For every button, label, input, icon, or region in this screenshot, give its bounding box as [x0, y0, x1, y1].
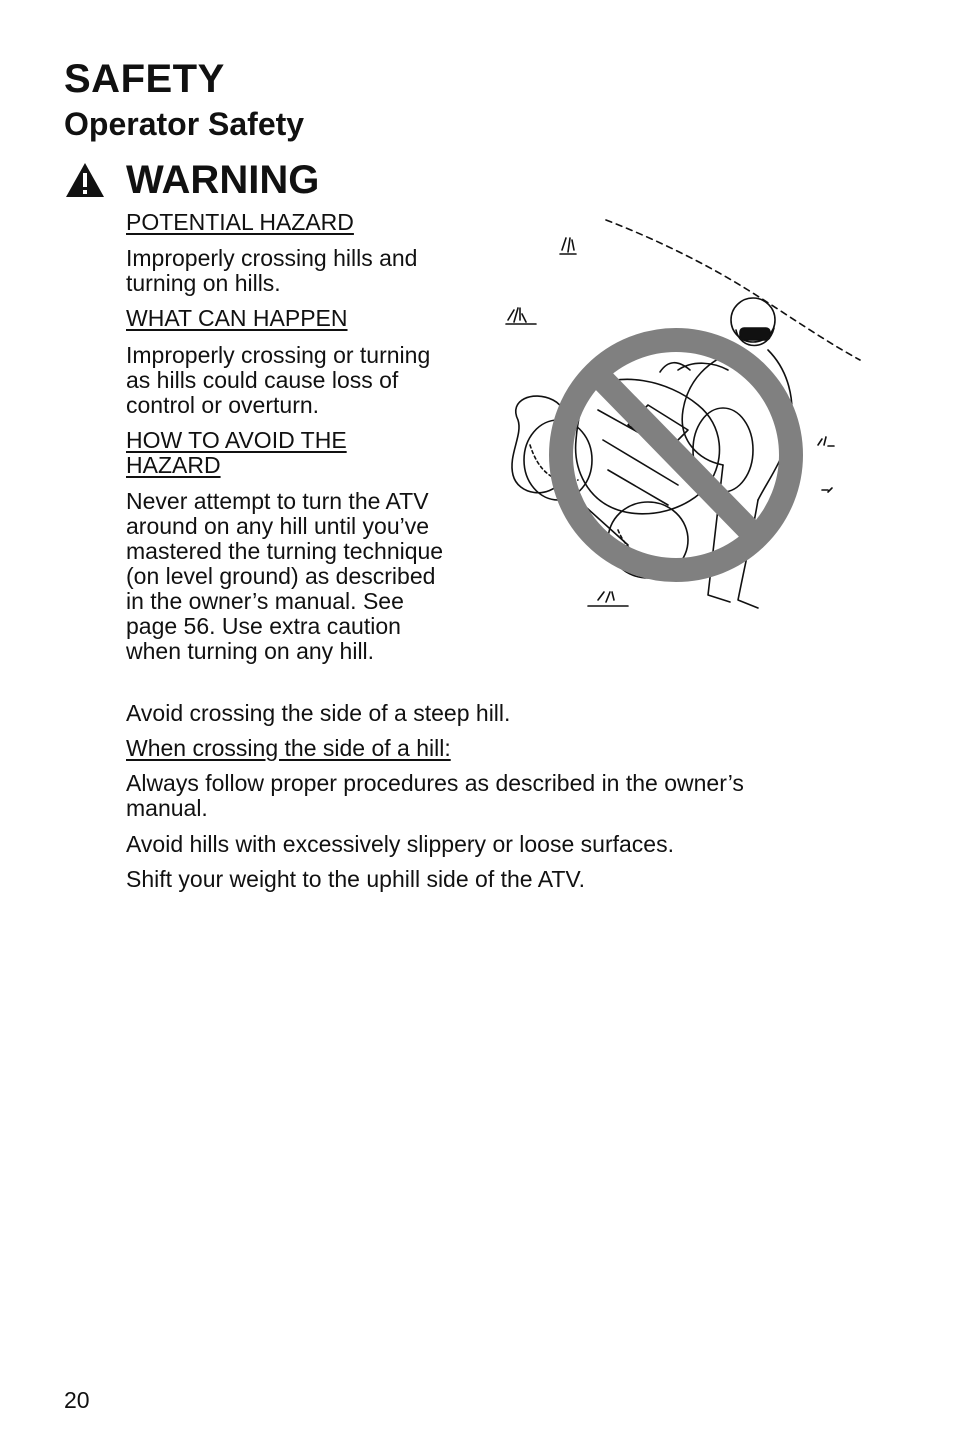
potential-hazard-heading: POTENTIAL HAZARD	[126, 209, 354, 235]
crossing-heading: When crossing the side of a hill:	[126, 735, 451, 761]
avoid-steep-text: Avoid crossing the side of a steep hill.	[126, 700, 511, 726]
what-can-happen-text: Improperly crossing or turning as hills could cause loss of control or overturn.	[126, 342, 431, 418]
warning-triangle-icon	[64, 161, 106, 199]
warning-heading	[64, 156, 319, 204]
shift-weight-text: Shift your weight to the uphill side of the ATV.	[126, 866, 586, 892]
warning-label: WARNING	[126, 158, 320, 202]
avoid-slippery-text: Avoid hills with excessively slippery or loose surfaces.	[126, 831, 674, 857]
how-to-avoid-text: Never attempt to turn the ATV around on any hill until you’ve mastered the turning technique (on level ground) as described in the owner’s manual. See page 56. Use extra caution when turning on any hill.	[126, 488, 444, 664]
what-can-happen-heading: WHAT CAN HAPPEN	[126, 305, 348, 331]
prohibited-atv-overturn-illustration	[478, 210, 868, 630]
follow-procedures-text: Always follow proper procedures as described in the owner’s manual.	[126, 770, 744, 821]
section-title: Operator Safety	[64, 106, 305, 142]
how-to-avoid-heading: HOW TO AVOID THE HAZARD	[126, 427, 347, 478]
page-title: SAFETY	[64, 57, 225, 101]
page-number: 20	[64, 1387, 90, 1413]
potential-hazard-text: Improperly crossing hills and turning on hills.	[126, 245, 418, 296]
